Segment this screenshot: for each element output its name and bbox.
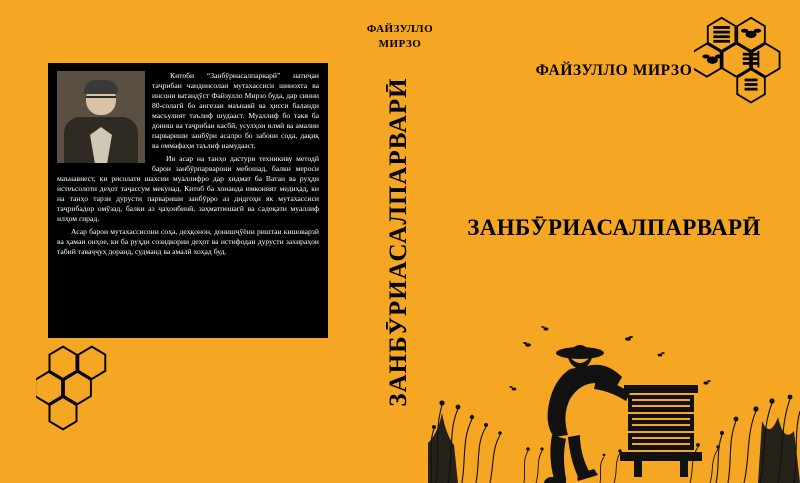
honeycomb-icon bbox=[36, 343, 126, 433]
book-title: ЗАНБӮРИАСАЛПАРВАРӢ bbox=[467, 215, 761, 240]
back-paragraph-2: Ин асар на танҳо дастури техникиву методӣ барои занбӯрпарварони мебошад, балки мероси маънавиест, ки рисолати шахсии муаллифро дар хидмат ба Ватан ва руҳди истеъсолоти деҳот таҷассум мекунад. Китоб ба хонанда имконият медиҳад, ки на танҳо тарзи дурусти парвариши занбӯрро аз дидгоҳи як мутахассиси таҷрибадор омӯзад, балки аз ҷаҳонбинӣ, заҳматпешагӣ ва садоқати муаллиф илҳом гирад. bbox=[57, 154, 319, 224]
back-cover-panel bbox=[0, 0, 370, 483]
spine-title: ЗАНБӮРИАСАЛПАРВАРӢ bbox=[385, 76, 412, 407]
author-portrait bbox=[57, 71, 145, 163]
book-spine bbox=[366, 0, 434, 483]
spine-author: ФАЙЗУЛЛО МИРЗО bbox=[366, 23, 434, 50]
back-cover-text-box bbox=[48, 63, 328, 338]
portrait-hair bbox=[84, 80, 118, 94]
portrait-glasses bbox=[86, 96, 116, 105]
back-paragraph-3: Асар барои мутахассисони соҳа, деҳқонон, донишҷӯёни риштаи кишоварзӣ ва ҳамаи онҳое, ки ба руҳди созидкории деҳот ва истифодаи дурусти захираҳои табиӣ таваҷҷуҳ доранд, судманд ва амалӣ хоҳад буд. bbox=[57, 227, 319, 257]
front-author: ФАЙЗУЛЛО МИРЗО bbox=[535, 62, 693, 79]
beekeeper-illustration bbox=[428, 293, 800, 483]
back-paragraph-1: Китоби “Занбӯриасалпарварӣ” натиҷаи таҷрибаи чандинсолаи мутахассиси шинохта ва инсони ватандӯст Файзулло Мирзо буда, дар синни 80-солагӣ бо ангезаи маънавӣ ва ҳисси баланди масъулият таълиф шудааст. Муаллиф бо такя ба дониш ва таҷрибаи касбӣ, усулҳои илмӣ ва амалии парвариши занбӯри асалро бо забони сода, дақиқ ва оммафаҳм таълиф намудааст. bbox=[152, 71, 319, 151]
honeycomb-hive-icon bbox=[694, 16, 786, 108]
front-cover-panel bbox=[428, 0, 800, 483]
